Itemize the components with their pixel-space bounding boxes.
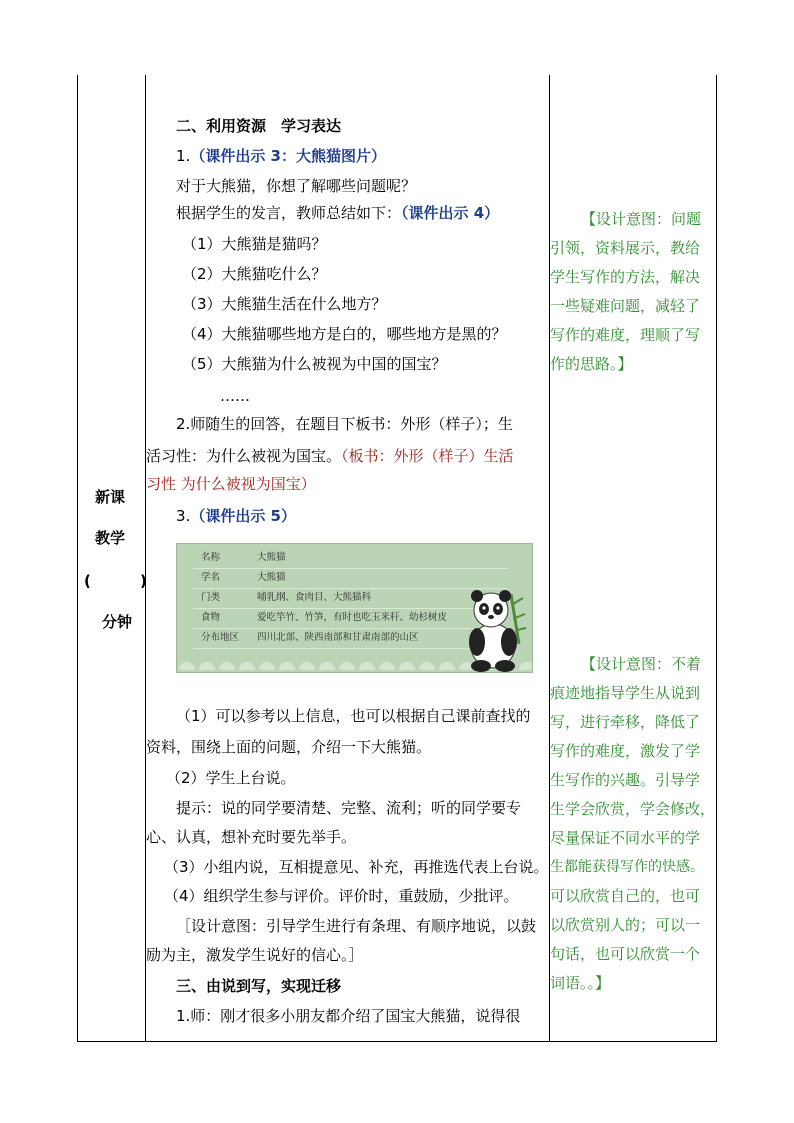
- note2-line3: 写，进行牵移，降低了: [550, 713, 701, 731]
- design-note-line2: 励为主，激发学生说好的信心。］: [146, 946, 364, 964]
- table-border-col1: [145, 75, 146, 1042]
- p3: （3）小组内说，互相提意见、补充，再推选代表上台说。: [164, 858, 549, 876]
- note2-line7: 尽量保证不同水平的学: [550, 829, 701, 847]
- card-row-value: 四川北部、陕西南部和甘肃南部的山区: [257, 632, 419, 643]
- question-1: （1）大熊猫是猫吗？: [182, 235, 327, 253]
- question-2: （2）大熊猫吃什么？: [182, 265, 327, 283]
- table-border-right: [716, 75, 717, 1042]
- card-row-key: 门类: [201, 592, 221, 603]
- item2-line3: 习性 为什么被视为国宝）: [146, 475, 316, 493]
- note2-line11: 句话，也可以欣赏一个: [550, 945, 701, 963]
- tip-line2: 心、认真，想补充时要先举手。: [146, 828, 357, 846]
- side-paren-open: (: [84, 572, 91, 590]
- note1-line1: 【设计意图：问题: [581, 210, 702, 228]
- note2-line5: 生写作的兴趣。引导学: [550, 771, 701, 789]
- summary-slide: （课件出示 4）: [401, 204, 500, 222]
- card-row-name: [193, 548, 508, 569]
- item2-line2-a: 活习性：为什么被视为国宝。: [146, 447, 342, 465]
- summary-line: [176, 203, 499, 223]
- note2-line4: 写作的难度，激发了学: [550, 742, 701, 760]
- table-border-left: [77, 75, 78, 1042]
- p4: （4）组织学生参与评价。评价时，重鼓励，少批评。: [164, 887, 519, 905]
- item2-line2-b: （板书：外形（样子）生活: [341, 447, 514, 465]
- panda-info-card: [176, 543, 533, 673]
- item3-line: [176, 506, 296, 526]
- item1-line: [176, 146, 386, 166]
- note2-line8: 生都能获得写作的快感。: [550, 859, 704, 875]
- note2-line9: 可以欣赏自己的，也可: [550, 887, 701, 905]
- item2-line1: 2.师随生的回答，在题目下板书：外形（样子）；生: [176, 415, 513, 433]
- note2-line10: 以欣赏别人的；可以一: [550, 916, 701, 934]
- card-row-key: 学名: [201, 572, 221, 583]
- note1-line2: 引领，资料展示，教给: [550, 239, 701, 257]
- item3-num: 3.: [176, 507, 191, 525]
- card-row-value: 大熊猫: [257, 552, 286, 563]
- card-row-key: 分布地区: [201, 632, 240, 643]
- design-note-line1: ［设计意图：引导学生进行有条理、有顺序地说，以鼓: [176, 917, 537, 935]
- summary-pre: 根据学生的发言，教师总结如下：: [176, 204, 402, 222]
- panda-icon: [459, 584, 529, 673]
- side-label-fenzhong: 分钟: [102, 613, 133, 631]
- note1-line4: 一些疑难问题，减轻了: [550, 297, 701, 315]
- side-paren-close: ): [140, 572, 147, 590]
- note2-line6: 生学会欣赏，学会修改，: [550, 800, 716, 818]
- question-4: （4）大熊猫哪些地方是白的，哪些地方是黑的？: [182, 325, 507, 343]
- card-row-key: 名称: [201, 552, 221, 563]
- side-label-xinke: 新课: [95, 488, 126, 506]
- section3-title: 三、由说到写，实现迁移: [176, 977, 342, 995]
- note2-line12: 词语。。】: [550, 974, 611, 992]
- question-5: （5）大熊猫为什么被视为中国的国宝？: [182, 355, 447, 373]
- p1-line1: （1）可以参考以上信息，也可以根据自己课前查找的: [176, 707, 531, 725]
- note1-line3: 学生写作的方法，解决: [550, 268, 701, 286]
- note1-line6: 作的思路。】: [550, 355, 633, 373]
- question-intro: 对于大熊猫，你想了解哪些问题呢？: [176, 177, 417, 195]
- card-row-key: 食物: [201, 612, 221, 623]
- card-row-value: 大熊猫: [257, 572, 286, 583]
- p2: （2）学生上台说。: [166, 769, 296, 787]
- card-row-value: 哺乳纲、食肉目、大熊猫科: [257, 592, 372, 603]
- side-label-jiaoxue: 教学: [95, 529, 126, 547]
- item3-title: （课件出示 5）: [190, 507, 296, 525]
- p1-line2: 资料，围绕上面的问题，介绍一下大熊猫。: [146, 738, 432, 756]
- ellipsis: ……: [220, 387, 250, 405]
- table-border-bottom: [77, 1041, 716, 1042]
- note2-line2: 痕迹地指导学生从说到: [550, 684, 701, 702]
- item1-num: 1.: [176, 147, 191, 165]
- note1-line5: 写作的难度，理顺了写: [550, 326, 701, 344]
- card-row-value: 爱吃竿竹、竹笋，有时也吃玉米秆、幼杉树皮: [257, 612, 448, 623]
- note2-line1: 【设计意图：不着: [581, 655, 702, 673]
- item2-line2: [146, 446, 514, 466]
- last-line: 1.师：刚才很多小朋友都介绍了国宝大熊猫，说得很: [176, 1007, 521, 1025]
- section2-title: 二、利用资源 学习表达: [176, 117, 342, 135]
- item1-title: （课件出示 3：大熊猫图片）: [190, 147, 386, 165]
- tip-line1: 提示：说的同学要清楚、完整、流利；听的同学要专: [176, 799, 522, 817]
- question-3: （3）大熊猫生活在什么地方？: [182, 295, 387, 313]
